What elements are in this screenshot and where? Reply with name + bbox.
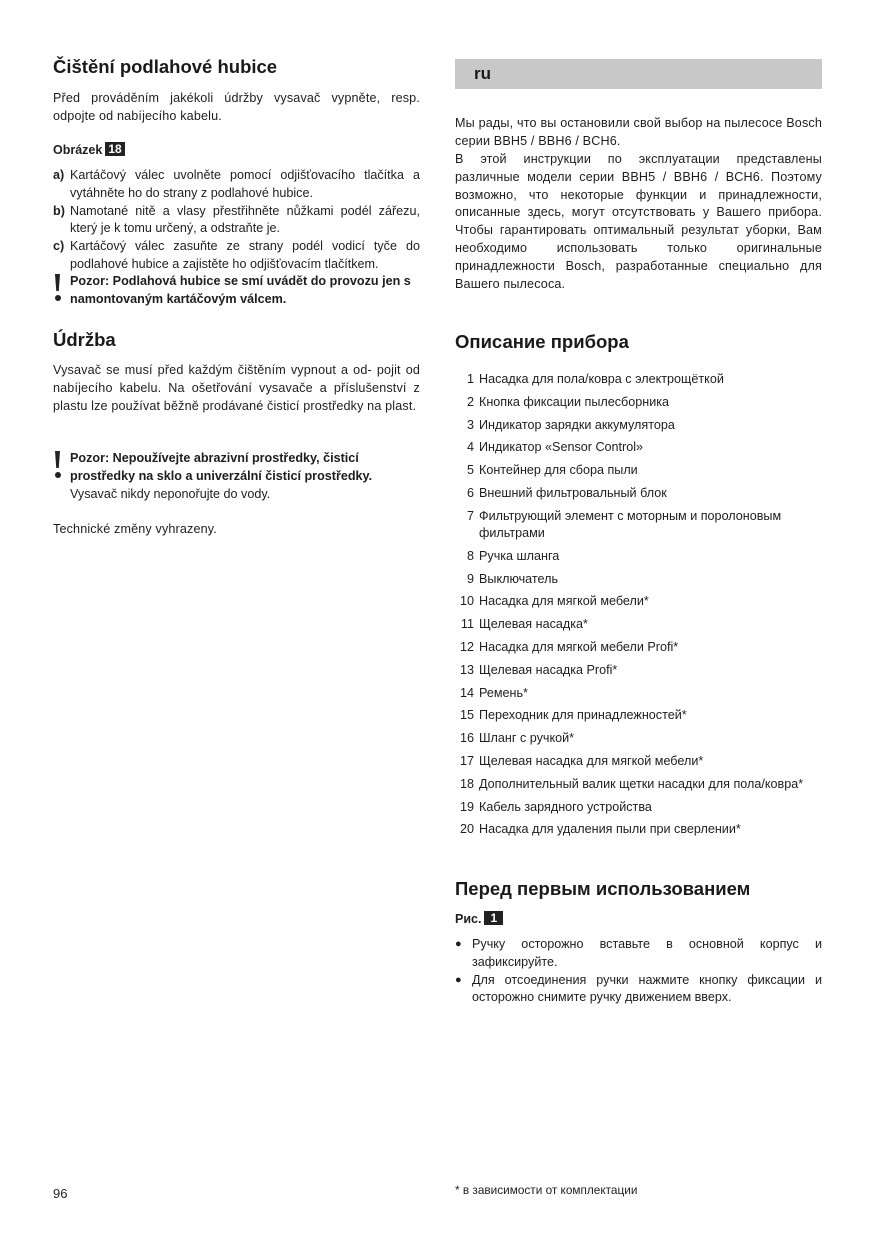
warning-text: Vysavač nikdy neponořujte do vody. — [70, 486, 271, 501]
item-text: Индикатор зарядки аккумулятора — [479, 417, 675, 432]
maintenance-warning — [53, 450, 420, 503]
list-item — [455, 685, 822, 702]
cleaning-warning — [53, 273, 420, 309]
item-number: 13 — [459, 662, 474, 677]
cleaning-steps — [53, 167, 420, 274]
item-number: 20 — [459, 822, 474, 837]
figure-reference — [53, 141, 125, 159]
step-key: b) — [53, 203, 65, 218]
intro-paragraph-1: Мы рады, что вы остановили свой выбор на пылесосе Bosch серии BBH5 / BBH6 / BCH6. — [455, 116, 822, 148]
item-text: Щелевая насадка для мягкой мебели* — [479, 753, 704, 768]
item-text: Кнопка фиксации пылесборника — [479, 394, 670, 409]
description-heading: Описание прибора — [455, 331, 629, 352]
item-text: Насадка для мягкой мебели* — [479, 594, 649, 609]
item-number: 10 — [459, 594, 474, 609]
item-text: Выключатель — [479, 571, 559, 586]
warning-icon — [54, 451, 62, 481]
bullet-text: Ручку осторожно вставьте в основной корпус и зафиксируйте. — [472, 937, 822, 969]
item-text: Шланг с ручкой* — [479, 731, 575, 746]
list-item — [455, 639, 822, 656]
list-item — [455, 730, 822, 747]
page-number: 96 — [53, 1186, 68, 1201]
figure-reference — [455, 910, 503, 928]
list-item — [455, 548, 822, 565]
item-text: Щелевая насадка Profi* — [479, 662, 618, 677]
figure-number-badge: 1 — [484, 911, 503, 925]
item-number: 18 — [459, 776, 474, 791]
bullet-text: Для отсоединения ручки нажмите кнопку фиксации и осторожно снимите ручку движением вверх. — [472, 972, 822, 1005]
list-item — [455, 821, 822, 838]
cleaning-intro: Před prováděním jakékoli údržby vysavač vypněte, resp. odpojte od nabíjecího kabelu. — [53, 91, 420, 123]
item-text: Индикатор «Sensor Control» — [479, 440, 644, 455]
list-item — [455, 371, 822, 388]
footnote: * в зависимости от комплектации — [455, 1183, 638, 1197]
language-bar — [455, 59, 822, 89]
item-number: 19 — [459, 799, 474, 814]
step-text: Kartáčový válec uvolněte pomocí odjišťovacího tlačítka a vytáhněte ho do strany z podlahové hubice. — [70, 168, 420, 200]
item-text: Контейнер для сбора пыли — [479, 463, 638, 478]
item-number: 6 — [466, 485, 474, 500]
step-c — [53, 238, 420, 274]
list-item — [455, 799, 822, 816]
first-use-heading: Перед первым использованием — [455, 878, 751, 899]
language-code: ru — [474, 64, 491, 83]
list-item — [455, 417, 822, 434]
intro-paragraph-2: В этой инструкции по эксплуатации представлены различные модели серии BBH5 / BBH6 / BCH6. Поэтому возможно, что некоторые функции и принадлежности, описанные здесь, могут отсутствовать у Вашего прибора. Чтобы гарантировать оптимальный результат уборки, Вам необходимо использовать только оригинальные принадлежности Bosch, разработанные специально для Вашего пылесоса. — [455, 152, 822, 291]
item-text: Насадка для пола/ковра с электрощёткой — [479, 372, 724, 386]
list-item — [455, 439, 822, 456]
bullet-icon: ● — [455, 973, 462, 986]
item-text: Щелевая насадка* — [479, 617, 588, 632]
list-item — [455, 394, 822, 411]
item-number: 16 — [459, 731, 474, 746]
item-number: 12 — [459, 639, 474, 654]
item-number: 15 — [459, 708, 474, 723]
item-number: 3 — [466, 417, 474, 432]
cleaning-heading: Čištění podlahové hubice — [53, 56, 278, 77]
item-text: Фильтрующий элемент с моторным и поролоновым фильтрами — [479, 508, 782, 540]
item-number: 7 — [466, 508, 474, 523]
item-text: Ремень* — [479, 685, 528, 700]
warning-text: Pozor: Podlahová hubice se smí uvádět do provozu jen s namontovaným kartáčovým válcem. — [70, 274, 411, 306]
item-text: Дополнительный валик щетки насадки для пола/ковра* — [479, 776, 804, 791]
maintenance-text: Vysavač se musí před každým čištěním vypnout a od- pojit od nabíjecího kabelu. Na ošetřování vysavače a příslušenství z plastu lze používat běžně prodávané čisticí prostředky na plast. — [53, 363, 420, 413]
item-text: Ручка шланга — [479, 548, 560, 563]
step-b — [53, 203, 420, 239]
step-key: a) — [53, 168, 65, 182]
list-item — [455, 571, 822, 588]
figure-label: Obrázek — [53, 143, 103, 157]
figure-number-badge: 18 — [105, 142, 124, 156]
step-a — [53, 167, 420, 203]
list-item — [455, 616, 822, 633]
list-item — [455, 485, 822, 502]
first-use-steps — [455, 936, 822, 1007]
step-key: c) — [53, 239, 65, 254]
list-item — [455, 972, 822, 1008]
list-item — [455, 593, 822, 610]
list-item — [455, 776, 822, 793]
item-number: 8 — [466, 548, 474, 563]
technical-changes: Technické změny vyhrazeny. — [53, 522, 217, 536]
list-item — [455, 753, 822, 770]
warning-bold-text: Pozor: Nepoužívejte abrazivní prostředky, čisticí prostředky na sklo a univerzální čisticí prostředky. — [70, 451, 373, 483]
list-item — [455, 936, 822, 972]
item-text: Насадка для удаления пыли при сверлении* — [479, 822, 741, 837]
list-item — [455, 508, 822, 542]
list-item — [455, 707, 822, 724]
item-number: 11 — [460, 617, 474, 632]
item-text: Переходник для принадлежностей* — [479, 708, 687, 723]
item-text: Кабель зарядного устройства — [479, 799, 652, 814]
maintenance-heading: Údržba — [53, 329, 116, 350]
item-number: 2 — [466, 394, 474, 409]
bullet-icon: ● — [455, 938, 462, 950]
list-item — [455, 662, 822, 679]
parts-list — [455, 371, 822, 844]
item-number: 4 — [466, 440, 474, 455]
item-number: 14 — [459, 685, 474, 700]
list-item — [455, 462, 822, 479]
step-text: Namotané nitě a vlasy přestřihněte nůžkami podél zářezu, který je k tomu určený, a odstraňte je. — [70, 203, 420, 236]
warning-icon — [54, 274, 62, 304]
figure-label: Рис. — [455, 912, 482, 926]
item-number: 5 — [466, 463, 474, 478]
item-text: Внешний фильтровальный блок — [479, 485, 667, 500]
item-number: 9 — [466, 571, 474, 586]
item-text: Насадка для мягкой мебели Profi* — [479, 639, 679, 654]
item-number: 17 — [459, 753, 474, 768]
step-text: Kartáčový válec zasuňte ze strany podél vodicí tyče do podlahové hubice a zajistěte ho odjišťovacím tlačítkem. — [70, 239, 420, 271]
item-number: 1 — [466, 372, 474, 386]
